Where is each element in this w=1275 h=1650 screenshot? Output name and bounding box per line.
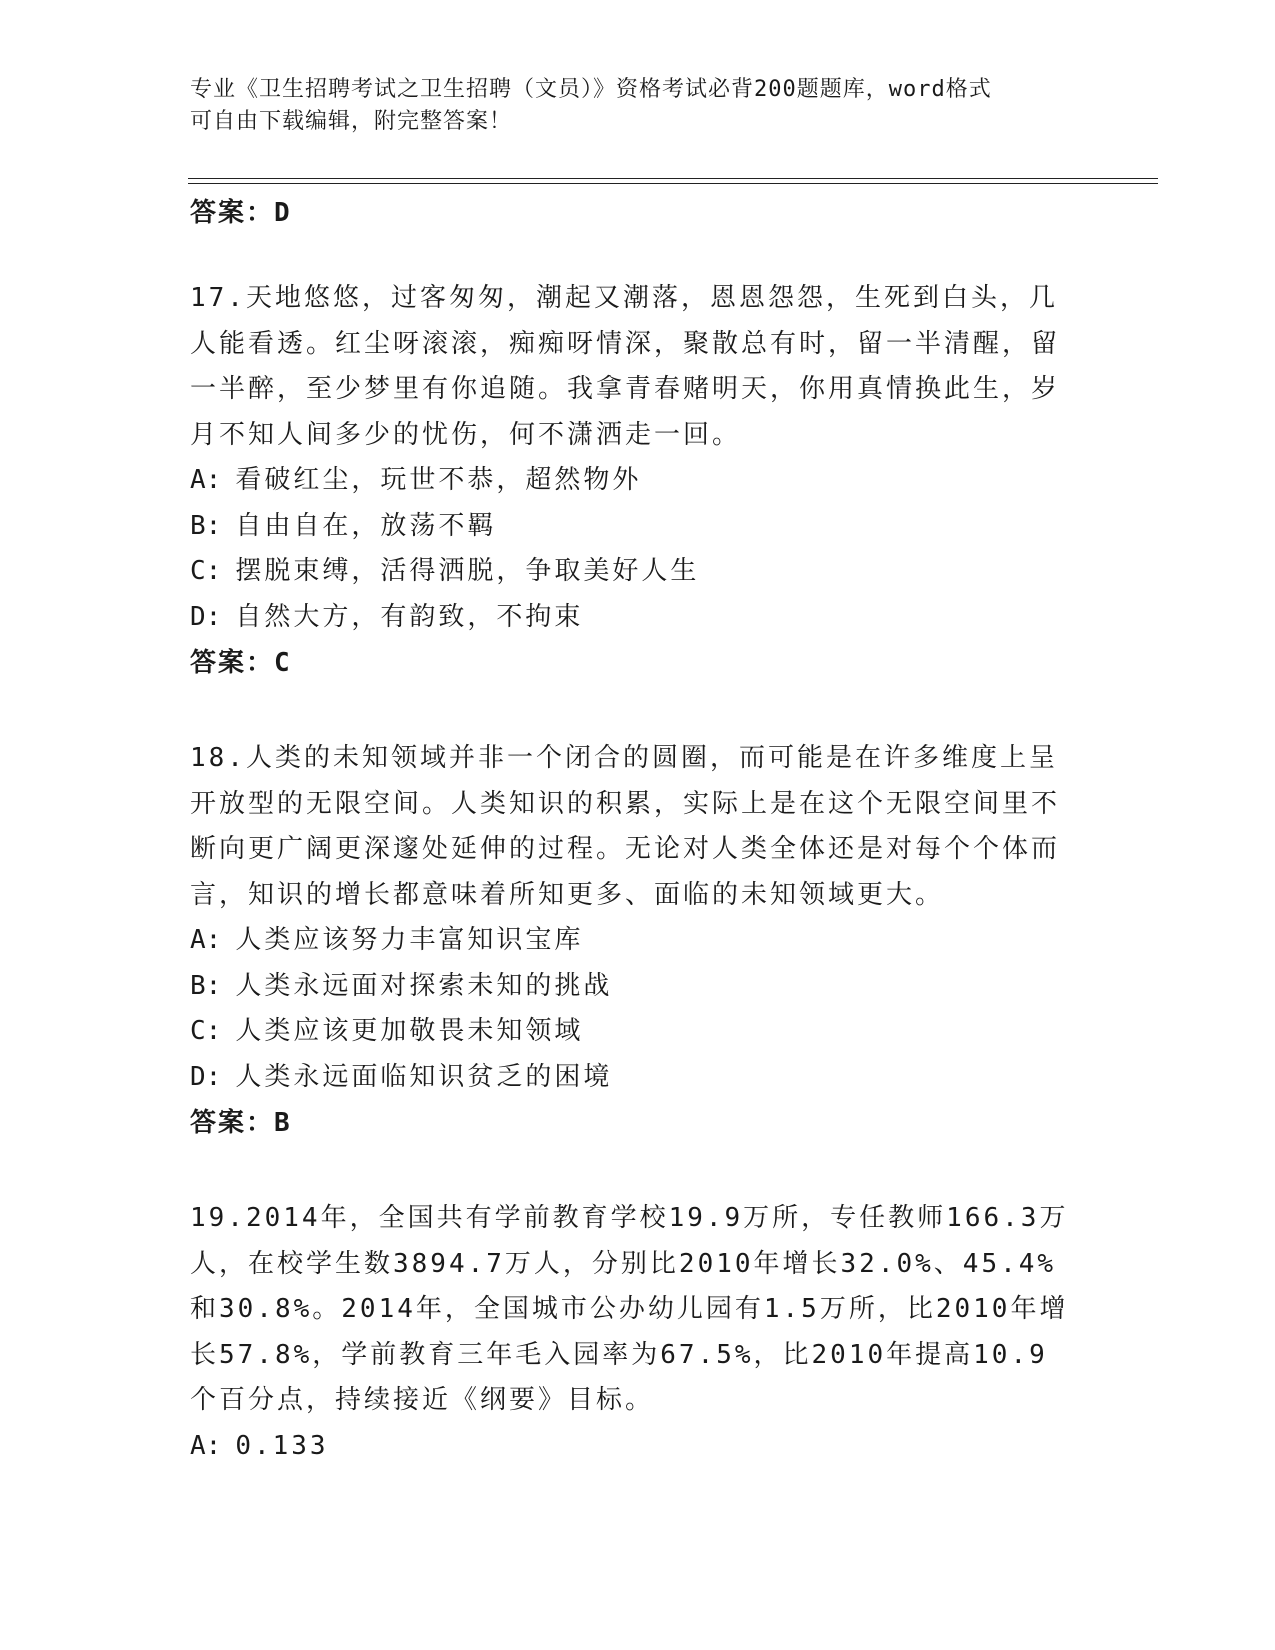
option-c [190, 549, 1070, 595]
option-key: C: [190, 556, 222, 586]
option-text: 自然大方，有韵致，不拘束 [235, 601, 584, 632]
question-text: 18.人类的未知领域并非一个闭合的圆圈，而可能是在许多维度上呈开放型的无限空间。人类知识的积累，实际上是在这个无限空间里不断向更广阔更深邃处延伸的过程。无论对人类全体还是对每个个体而言，知识的增长都意味着所知更多、面临的未知领域更大。 [190, 743, 1061, 910]
option-a [190, 458, 1070, 504]
option-text: 人类应该努力丰富知识宝库 [235, 925, 584, 955]
option-key: D: [190, 1061, 222, 1092]
option-text: 人类永远面临知识贫乏的困境 [235, 1061, 613, 1092]
question-18 [190, 736, 1070, 1146]
answer-line-q17 [190, 640, 1070, 686]
question-text: 19.2014年，全国共有学前教育学校19.9万所，专任教师166.3万人，在校学生数3894.7万人，分别比2010年增长32.0%、45.4%和30.8%。2014年，全国城市公办幼儿园有1.5万所，比2010年增长57.8%，学前教育三年毛入园率为67.5%，比2010年提高10.9个百分点，持续接近《纲要》目标。 [190, 1203, 1069, 1415]
option-b [190, 504, 1070, 550]
header-divider-top [188, 178, 1158, 179]
option-key: A: [190, 1430, 222, 1461]
option-c [190, 1009, 1070, 1055]
option-a [190, 1424, 1070, 1470]
option-key: D: [190, 601, 222, 632]
option-key: B: [190, 510, 222, 541]
question-17 [190, 276, 1070, 686]
answer-label: 答案： [190, 198, 275, 228]
question-text: 17.天地悠悠，过客匆匆，潮起又潮落，恩恩怨怨，生死到白头，几人能看透。红尘呀滚滚，痴痴呀情深，聚散总有时，留一半清醒，留一半醉，至少梦里有你追随。我拿青春赌明天，你用真情换此生，岁月不知人间多少的忧伤，何不潇洒走一回。 [190, 283, 1061, 450]
option-text: 自由自在，放荡不羁 [235, 510, 497, 541]
option-key: A: [190, 465, 222, 495]
header-divider-bottom [188, 183, 1158, 184]
option-a [190, 918, 1070, 964]
option-d [190, 595, 1070, 641]
option-text: 0.133 [235, 1430, 329, 1461]
option-key: B: [190, 970, 222, 1001]
header-title-line-1: 专业《卫生招聘考试之卫生招聘（文员）》资格考试必背200题题库，word格式 [190, 77, 992, 102]
header-title-line-2: 可自由下载编辑，附完整答案！ [190, 109, 513, 134]
answer-value: D [274, 198, 290, 228]
option-d [190, 1055, 1070, 1101]
option-key: C: [190, 1016, 222, 1046]
question-19 [190, 1196, 1070, 1469]
answer-value: B [274, 1108, 290, 1138]
option-text: 人类永远面对探索未知的挑战 [235, 970, 613, 1001]
option-text: 看破红尘，玩世不恭，超然物外 [235, 465, 642, 495]
option-text: 人类应该更加敬畏未知领域 [235, 1016, 584, 1046]
document-body [190, 190, 1070, 1469]
document-header [190, 74, 1090, 138]
answer-line-q16 [190, 190, 1070, 236]
answer-label: 答案： [190, 648, 275, 678]
option-key: A: [190, 925, 222, 955]
option-b [190, 964, 1070, 1010]
option-text: 摆脱束缚，活得洒脱，争取美好人生 [235, 556, 700, 586]
answer-value: C [274, 648, 290, 678]
answer-line-q18 [190, 1100, 1070, 1146]
answer-label: 答案： [190, 1108, 275, 1138]
